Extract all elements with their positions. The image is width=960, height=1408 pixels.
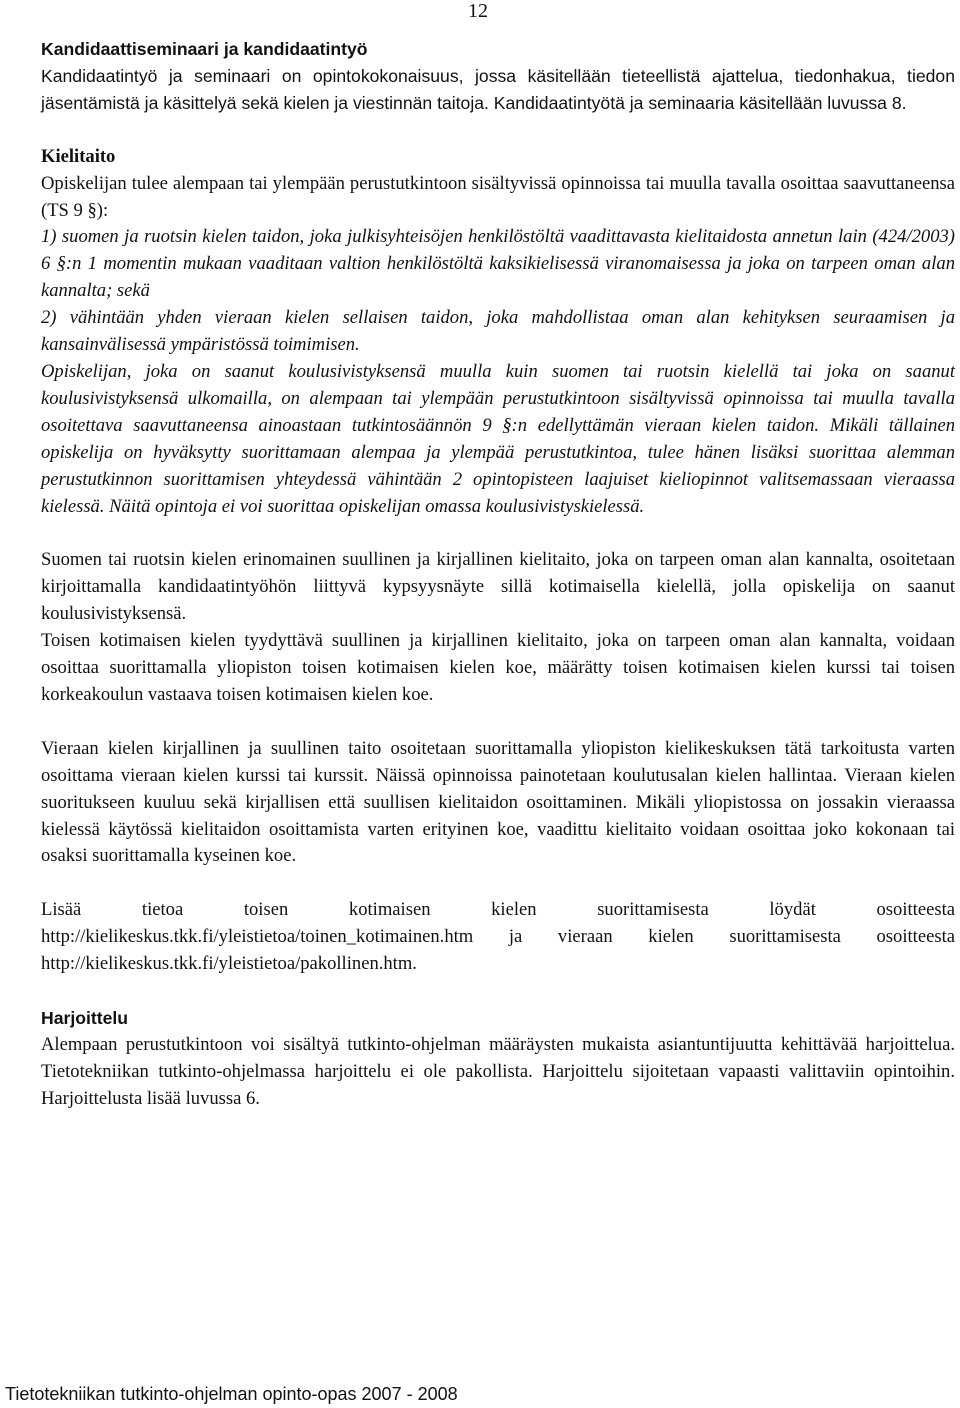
language-requirement-1: 1) suomen ja ruotsin kielen taidon, joka julkisyhteisöjen henkilöstöltä vaadittavasta kielitaidosta annetun lain (424/2003) 6 §:n 1 momentin mukaan vaaditaan valtion henkilöstöltä kaksikielisessä viranomaisessa ja joka on tarpeen oman alan kannalta; sekä xyxy=(41,226,955,302)
page-number: 12 xyxy=(468,0,488,22)
seminar-paragraph: Kandidaatintyö ja seminaari on opintokokonaisuus, jossa käsitellään tieteellistä ajattelua, tiedonhakua, tiedon jäsentämistä ja käsittelyä sekä kielen ja viestinnän taitoja. Kandidaatintyötä ja seminaaria käsitellään luvussa 8. xyxy=(41,65,955,113)
language-intro-paragraph: Opiskelijan tulee alempaan tai ylempään perustutkintoon sisältyvissä opinnoissa tai muulla tavalla osoittaa saavuttaneensa (TS 9 §): xyxy=(41,172,955,221)
more-info-paragraph: Lisää tietoa toisen kotimaisen kielen suorittamisesta löydät osoitteesta http://kielikeskus.tkk.fi/yleistietoa/toinen_kotimainen.htm ja vieraan kielen suorittamisesta osoitteesta http://kielikeskus.tkk.fi/yleistietoa/pakollinen.htm. xyxy=(41,899,955,975)
language-requirement-2: 2) vähintään yhden vieraan kielen sellaisen taidon, joka mahdollistaa oman alan kehityksen seuraamisen ja kansainvälisessä ympäristössä toimimisen. xyxy=(41,307,955,356)
section-heading-internship: Harjoittelu xyxy=(41,1008,128,1029)
second-domestic-language-paragraph: Toisen kotimaisen kielen tyydyttävä suullinen ja kirjallinen kielitaito, joka on tarpeen oman alan kannalta, voidaan osoittaa suorittamalla yliopiston toisen kotimaisen kielen koe, määrätty toisen kotimaisen kielen kurssi tai toisen korkeakoulun vastaava toisen kotimaisen kielen koe. xyxy=(41,630,955,705)
page-footer: Tietotekniikan tutkinto-ohjelman opinto-opas 2007 - 2008 xyxy=(5,1384,458,1404)
section-heading-language: Kielitaito xyxy=(41,145,116,167)
foreign-education-paragraph: Opiskelijan, joka on saanut koulusivistyksensä muulla kuin suomen tai ruotsin kielellä tai joka on saanut koulusivistyksensä ulkomailla, on alempaan tai ylempään perustutkintoon sisältyvissä opinnoissa tai muulla tavalla osoitettava saavuttaneensa ainoastaan tutkintosäännön 9 §:n edellyttämän vieraan kielen taidon. Mikäli tällainen opiskelija on hyväksytty suorittamaan alempaa ja ylempää perustutkintoa, tulee hänen lisäksi suorittaa alemman perustutkinnon suorittamisen yhteydessä vähintään 2 opintopisteen laajuiset kieliopinnot valitsemassaan vieraassa kielessä. Näitä opintoja ei voi suorittaa opiskelijan omassa koulusivistyskielessä. xyxy=(41,360,955,517)
section-heading-seminar: Kandidaattiseminaari ja kandidaatintyö xyxy=(41,39,368,59)
foreign-language-paragraph: Vieraan kielen kirjallinen ja suullinen taito osoitetaan suorittamalla yliopiston kielikeskuksen tätä tarkoitusta varten osoittama vieraan kielen kurssi tai kurssit. Näissä opinnoissa painotetaan koulutusalan kielen hallintaa. Vieraan kielen suoritukseen kuuluu sekä kirjallisen että suullisen kielitaidon osoittaminen. Mikäli yliopistossa on jossakin vieraassa kielessä käytössä kielitaidon osoittamista varten erityinen koe, vaadittu kielitaito voidaan osoittaa joko kokonaan tai osaksi suorittamalla kyseinen koe. xyxy=(41,737,955,867)
internship-paragraph: Alempaan perustutkintoon voi sisältyä tutkinto-ohjelman määräysten mukaista asiantuntijuutta kehittävää harjoittelua. Tietotekniikan tutkinto-ohjelmassa harjoittelu ei ole pakollista. Harjoittelu sijoitetaan vapaasti valittaviin opintoihin. Harjoittelusta lisää luvussa 6. xyxy=(41,1034,955,1109)
native-language-paragraph: Suomen tai ruotsin kielen erinomainen suullinen ja kirjallinen kielitaito, joka on tarpeen oman alan kannalta, osoitetaan kirjoittamalla kandidaatintyöhön liittyvä kypsyysnäyte sillä kotimaisella kielellä, jolla opiskelija on saanut koulusivistyksensä. xyxy=(41,549,955,625)
document-body xyxy=(41,36,955,1113)
